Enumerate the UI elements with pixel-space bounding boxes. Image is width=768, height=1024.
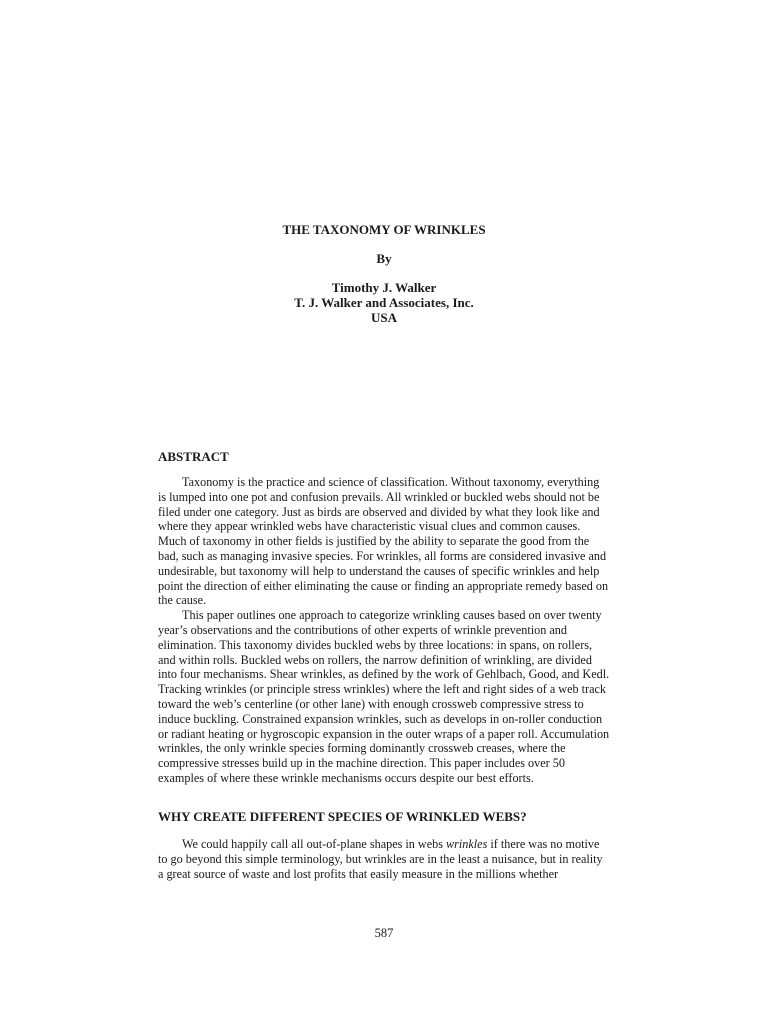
title-block [0,222,768,325]
section-text-start: We could happily call all out-of-plane shapes in webs [182,837,447,851]
section-text-end: if there was no motive to go beyond this simple terminology, but wrinkles are in the least a nuisance, but in reality a great source of waste and lost profits that easily measure in the millions whether [158,837,603,881]
abstract-heading: ABSTRACT [158,449,229,464]
abstract-body [158,475,610,786]
section-paragraph [158,837,610,881]
by-line: By [376,251,392,266]
abstract-paragraph-1: Taxonomy is the practice and science of classification. Without taxonomy, everything is lumped into one pot and confusion prevails. All wrinkled or buckled webs should not be filed under one category. Just as birds are observed and divided by what they look like and where they appear wrinkled webs have characteristic visual clues and common causes. Much of taxonomy in other fields is justified by the ability to separate the good from the bad, such as managing invasive species. For wrinkles, all forms are considered invasive and undesirable, but taxonomy will help to understand the causes of specific wrinkles and help point the direction of either eliminating the cause or finding an appropriate remedy based on the cause. [158,475,609,608]
section-text-emphasis: wrinkles [446,837,488,851]
author-affiliation: T. J. Walker and Associates, Inc. [294,295,474,310]
author-name: Timothy J. Walker [331,280,437,295]
section-heading: WHY CREATE DIFFERENT SPECIES OF WRINKLED WEBS? [158,809,527,824]
page-number: 587 [374,926,394,940]
section-body [158,837,610,881]
abstract-paragraph-2: This paper outlines one approach to categorize wrinkling causes based on over twenty year’s observations and the contributions of other experts of wrinkle prevention and elimination. This taxonomy divides buckled webs by three locations: in spans, on rollers, and within rolls. Buckled webs on rollers, the narrow definition of wrinkling, are divided into four mechanisms. Shear wrinkles, as defined by the work of Gehlbach, Good, and Kedl. Tracking wrinkles (or principle stress wrinkles) where the left and right sides of a web track toward the web’s centerline (or other lane) with enough crossweb compressive stress to induce buckling. Constrained expansion wrinkles, such as develops in on-roller conduction or radiant heating or hygroscopic expansion in the outer wraps of a paper roll. Accumulation wrinkles, the only wrinkle species forming dominantly crossweb creases, where the compressive stresses build up in the machine direction. This paper includes over 50 examples of where these wrinkle mechanisms occurs despite our best efforts. [158,608,610,785]
paper-title: THE TAXONOMY OF WRINKLES [282,222,486,237]
author-country: USA [370,310,397,325]
